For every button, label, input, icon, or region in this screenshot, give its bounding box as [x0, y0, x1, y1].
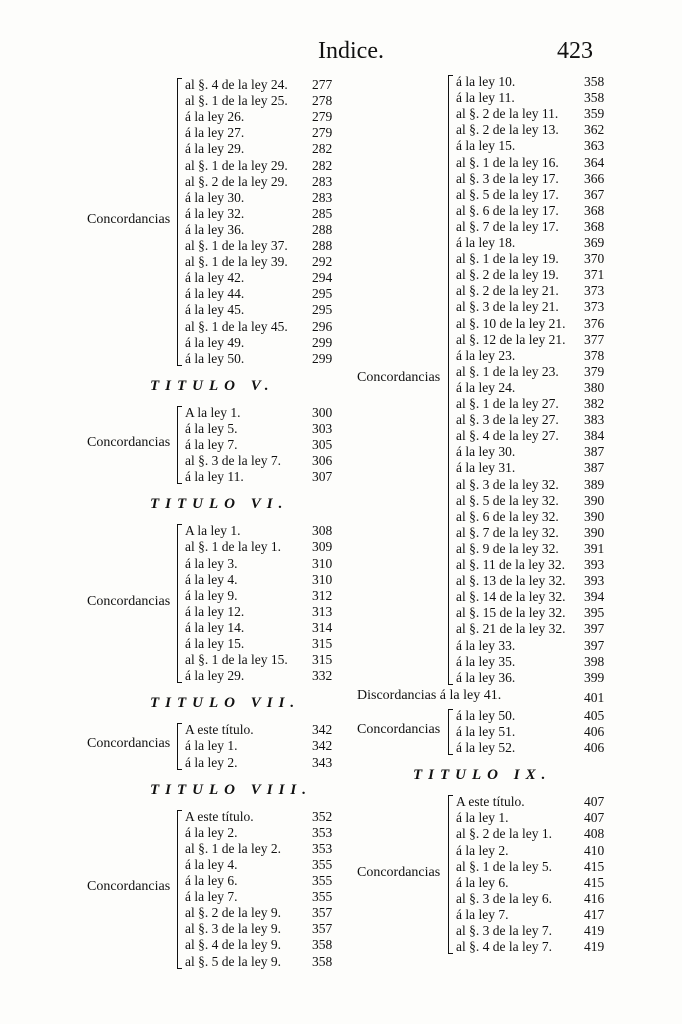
entry-text: A la ley 1.: [185, 523, 241, 539]
group-label: Concordancias: [357, 369, 441, 385]
page-ref: 292: [312, 254, 333, 270]
page-ref: 283: [312, 173, 333, 189]
page-ref: 368: [584, 218, 605, 234]
entry-text: al §. 5 de la ley 9.: [185, 953, 281, 969]
entry-text: á la ley 49.: [185, 334, 245, 350]
entry-text: al §. 1 de la ley 37.: [185, 238, 288, 253]
entry-text: al §. 1 de la ley 15.: [185, 652, 288, 668]
page-ref: 419: [584, 939, 605, 955]
page-ref: 377: [584, 331, 605, 347]
page-ref: 277: [312, 77, 333, 92]
entry-text: al §. 2 de la ley 29.: [185, 173, 288, 189]
entry-text: á la ley 29.: [185, 668, 245, 684]
entry-text: al §. 3 de la ley 7.: [456, 923, 552, 938]
entry-text: al §. 7 de la ley 17.: [456, 218, 559, 234]
entry-text: al §. 21 de la ley 32.: [456, 621, 566, 637]
page-ref: 387: [584, 460, 605, 476]
entry-text: al §. 9 de la ley 32.: [456, 540, 559, 556]
group-label: Concordancias: [87, 435, 171, 451]
section-title: TITULO IX.: [413, 767, 552, 784]
entry-text: al §. 1 de la ley 19.: [456, 251, 559, 267]
entry-text: al §. 1 de la ley 45.: [185, 318, 288, 334]
page-title: Indice.: [318, 38, 384, 64]
entry-text: á la ley 7.: [185, 437, 238, 452]
entry-text: al §. 2 de la ley 9.: [185, 905, 281, 921]
page-ref: 368: [584, 202, 605, 218]
entry-text: á la ley 6.: [185, 873, 238, 888]
page-ref: 315: [312, 636, 333, 651]
entry-text: al §. 11 de la ley 32.: [456, 557, 565, 572]
page-ref: 387: [584, 444, 605, 460]
page-ref: 408: [584, 826, 605, 842]
page-ref: 312: [312, 587, 333, 603]
entry-text: al §. 1 de la ley 27.: [456, 396, 559, 411]
page-ref: 295: [312, 302, 333, 318]
page-ref: 399: [584, 669, 605, 685]
page-ref: 380: [584, 379, 605, 395]
entry-text: al §. 1 de la ley 16.: [456, 154, 559, 170]
page-ref: 406: [584, 724, 605, 739]
page-ref: 353: [312, 824, 333, 840]
page-ref: 384: [584, 428, 605, 444]
entry-text: al §. 6 de la ley 17.: [456, 202, 559, 218]
page-ref: 342: [312, 722, 333, 738]
entry-text: á la ley 18.: [456, 235, 516, 250]
page-ref: 358: [584, 74, 605, 89]
page-ref: 393: [584, 573, 605, 589]
entry-text: al §. 12 de la ley 21.: [456, 331, 566, 347]
entry-text: á la ley 33.: [456, 637, 516, 653]
group-label: Concordancias: [357, 722, 441, 738]
entry-text: á la ley 50.: [456, 707, 516, 723]
page-ref: 332: [312, 668, 333, 684]
page-ref: 419: [584, 923, 605, 938]
page-ref: 369: [584, 235, 605, 250]
page-ref: 294: [312, 270, 333, 286]
entry-text: al §. 2 de la ley 19.: [456, 267, 559, 283]
entry-text: al §. 3 de la ley 32.: [456, 476, 559, 492]
page-ref: 358: [312, 937, 333, 953]
page-ref: 407: [584, 810, 605, 826]
section-title: TITULO VI.: [150, 496, 289, 513]
entry-text: á la ley 11.: [185, 469, 244, 485]
entry-text: al §. 3 de la ley 17.: [456, 170, 559, 186]
page-ref: 359: [584, 106, 605, 122]
page-ref: 295: [312, 286, 333, 302]
entry-text: al §. 4 de la ley 27.: [456, 428, 559, 444]
page-ref: 342: [312, 738, 333, 754]
page-ref: 379: [584, 363, 605, 379]
page-ref: 282: [312, 141, 333, 157]
entry-text: al §. 15 de la ley 32.: [456, 605, 566, 621]
page-ref: 362: [584, 122, 605, 138]
page-ref: 373: [584, 299, 605, 315]
entry-text: al §. 4 de la ley 9.: [185, 937, 281, 953]
page-ref: 415: [584, 858, 605, 874]
page-ref: 370: [584, 251, 605, 267]
entry-text: al §. 3 de la ley 27.: [456, 412, 559, 428]
page-ref: 382: [584, 396, 605, 411]
page-ref: 394: [584, 589, 605, 605]
entry-text: á la ley 31.: [456, 460, 516, 476]
page-ref: 306: [312, 453, 333, 469]
entry-text: á la ley 50.: [185, 350, 245, 366]
page-ref: 309: [312, 539, 333, 555]
page-ref: 353: [312, 840, 333, 856]
page-ref: 367: [584, 186, 605, 202]
page-ref: 355: [312, 889, 333, 905]
page-ref: 308: [312, 523, 333, 539]
page-ref: 343: [312, 754, 333, 770]
page-ref: 279: [312, 125, 333, 141]
entry-text: á la ley 2.: [456, 842, 509, 858]
entry-text: al §. 10 de la ley 21.: [456, 315, 566, 331]
entry-text: al §. 1 de la ley 39.: [185, 254, 288, 270]
page-ref: 355: [312, 856, 333, 872]
entry-text: al §. 5 de la ley 32.: [456, 492, 559, 508]
entry-text: al §. 4 de la ley 24.: [185, 77, 288, 92]
page-ref: 314: [312, 619, 333, 635]
entry-text: al §. 6 de la ley 32.: [456, 508, 559, 524]
page-ref: 390: [584, 508, 605, 524]
entry-text: á la ley 29.: [185, 141, 245, 157]
entry-text: al §. 3 de la ley 21.: [456, 299, 559, 315]
group-label: Concordancias: [87, 736, 171, 752]
page-ref: 288: [312, 238, 333, 253]
entry-text: A este título.: [185, 808, 254, 824]
page-ref: 285: [312, 205, 333, 221]
page-ref: 283: [312, 189, 333, 205]
entry-text: á la ley 12.: [185, 603, 245, 619]
entry-text: á la ley 30.: [185, 189, 245, 205]
entry-text: al §. 2 de la ley 13.: [456, 122, 559, 138]
entry-text: á la ley 4.: [185, 856, 238, 872]
page-ref: 313: [312, 603, 333, 619]
entry-text: á la ley 2.: [185, 754, 238, 770]
page-ref: 417: [584, 906, 605, 922]
page-ref: 310: [312, 555, 333, 571]
entry-text: á la ley 1.: [185, 738, 238, 754]
entry-text: á la ley 10.: [456, 74, 516, 89]
entry-text: á la ley 52.: [456, 740, 516, 756]
page-ref: 278: [312, 93, 333, 109]
entry-text: A este título.: [185, 722, 254, 738]
entry-text: al §. 4 de la ley 7.: [456, 939, 552, 955]
entry-text: á la ley 5.: [185, 420, 238, 436]
entry-text: al §. 1 de la ley 2.: [185, 840, 281, 856]
page-ref: 415: [584, 874, 605, 890]
entry-text: al §. 14 de la ley 32.: [456, 589, 566, 605]
page-ref: 363: [584, 138, 605, 154]
entry-text: á la ley 3.: [185, 555, 238, 571]
page-ref: 389: [584, 476, 605, 492]
entry-text: á la ley 15.: [185, 636, 245, 651]
page-ref: 366: [584, 170, 605, 186]
entry-text: á la ley 14.: [185, 619, 245, 635]
entry-text: al §. 3 de la ley 9.: [185, 921, 281, 937]
page-ref: 397: [584, 637, 605, 653]
entry-text: á la ley 7.: [456, 906, 509, 922]
page-ref: 364: [584, 154, 605, 170]
group-label: Concordancias: [87, 211, 171, 227]
page-ref: 305: [312, 437, 333, 452]
entry-text: á la ley 44.: [185, 286, 245, 302]
page-ref: 282: [312, 157, 333, 173]
page-ref: 410: [584, 842, 605, 858]
page-ref: 296: [312, 318, 333, 334]
page-ref: 397: [584, 621, 605, 637]
page-ref: 303: [312, 420, 333, 436]
entry-text: al §. 3 de la ley 7.: [185, 453, 281, 469]
entry-text: á la ley 4.: [185, 571, 238, 587]
entry-text: á la ley 23.: [456, 347, 516, 363]
section-title: TITULO VIII.: [150, 781, 313, 798]
page-ref: 390: [584, 492, 605, 508]
page-ref: 391: [584, 540, 605, 556]
page-ref: 373: [584, 283, 605, 299]
group-label: Concordancias: [357, 864, 441, 880]
entry-text: á la ley 32.: [185, 205, 245, 221]
page-ref: 401: [584, 689, 605, 705]
entry-text: al §. 3 de la ley 6.: [456, 890, 552, 906]
page-ref: 288: [312, 221, 333, 237]
page-ref: 299: [312, 350, 333, 366]
page-ref: 279: [312, 109, 333, 125]
page-ref: 358: [584, 90, 605, 106]
entry-text: al §. 2 de la ley 1.: [456, 826, 552, 842]
entry-text: al §. 1 de la ley 29.: [185, 157, 288, 173]
entry-text: á la ley 42.: [185, 270, 245, 286]
entry-text: A este título.: [456, 794, 525, 810]
page-ref: 352: [312, 808, 333, 824]
group-label: Concordancias: [87, 879, 171, 895]
entry-text: al §. 1 de la ley 5.: [456, 858, 552, 874]
entry-text: al §. 2 de la ley 11.: [456, 106, 559, 122]
entry-text: á la ley 35.: [456, 653, 516, 669]
page-ref: 393: [584, 557, 605, 572]
discordancias-entry: Discordancias á la ley 41.: [357, 687, 502, 703]
entry-text: á la ley 26.: [185, 109, 245, 125]
entry-text: al §. 1 de la ley 25.: [185, 93, 288, 109]
page-ref: 357: [312, 905, 333, 921]
page-ref: 376: [584, 315, 605, 331]
entry-text: á la ley 30.: [456, 444, 516, 460]
group-label: Concordancias: [87, 593, 171, 609]
page-ref: 307: [312, 469, 333, 485]
entry-text: á la ley 9.: [185, 587, 238, 603]
page-ref: 300: [312, 404, 333, 420]
section-title: TITULO V.: [150, 377, 275, 394]
page-ref: 355: [312, 873, 333, 888]
page-ref: 378: [584, 347, 605, 363]
entry-text: á la ley 27.: [185, 125, 245, 141]
page-ref: 383: [584, 412, 605, 428]
entry-text: á la ley 6.: [456, 874, 509, 890]
page-ref: 299: [312, 334, 333, 350]
entry-text: á la ley 45.: [185, 302, 245, 318]
entry-text: al §. 7 de la ley 32.: [456, 524, 559, 540]
page-ref: 357: [312, 921, 333, 937]
page-ref: 310: [312, 571, 333, 587]
entry-text: á la ley 11.: [456, 90, 515, 106]
page-ref: 398: [584, 653, 605, 669]
entry-text: á la ley 51.: [456, 724, 516, 739]
page-ref: 406: [584, 740, 605, 756]
page-ref: 405: [584, 707, 605, 723]
entry-text: á la ley 7.: [185, 889, 238, 905]
page-ref: 358: [312, 953, 333, 969]
page-ref: 395: [584, 605, 605, 621]
page-ref: 416: [584, 890, 605, 906]
entry-text: á la ley 24.: [456, 379, 516, 395]
entry-text: á la ley 36.: [185, 221, 245, 237]
entry-text: al §. 5 de la ley 17.: [456, 186, 559, 202]
page-number: 423: [557, 38, 593, 64]
entry-text: al §. 1 de la ley 1.: [185, 539, 281, 555]
entry-text: A la ley 1.: [185, 404, 241, 420]
page-ref: 407: [584, 794, 605, 810]
entry-text: á la ley 15.: [456, 138, 516, 154]
entry-text: á la ley 36.: [456, 669, 516, 685]
entry-text: á la ley 1.: [456, 810, 509, 826]
page-ref: 390: [584, 524, 605, 540]
entry-text: al §. 2 de la ley 21.: [456, 283, 559, 299]
section-title: TITULO VII.: [150, 695, 301, 712]
page-ref: 315: [312, 652, 333, 668]
entry-text: al §. 13 de la ley 32.: [456, 573, 566, 589]
page-ref: 371: [584, 267, 605, 283]
entry-text: al §. 1 de la ley 23.: [456, 363, 559, 379]
entry-text: á la ley 2.: [185, 824, 238, 840]
